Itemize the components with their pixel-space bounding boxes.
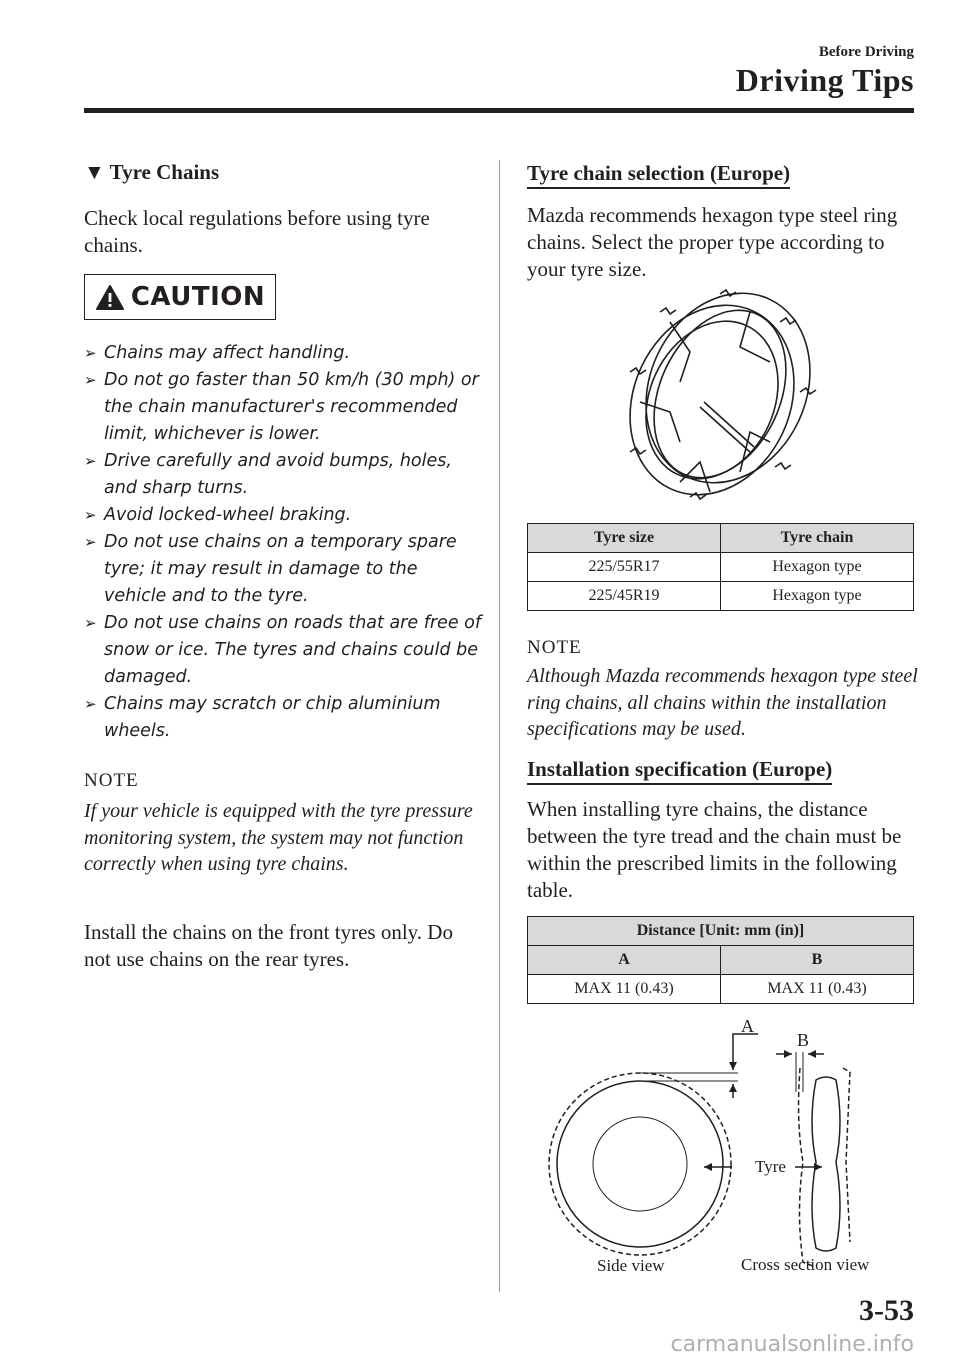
arrow-bullet-icon: ➢ xyxy=(84,344,97,362)
table-cell: 225/55R17 xyxy=(528,553,721,582)
arrow-bullet-icon: ➢ xyxy=(84,506,97,524)
label-side-view: Side view xyxy=(597,1256,665,1275)
header-rule xyxy=(84,108,914,113)
tyre-chains-heading xyxy=(84,160,219,185)
column-header: Tyre size xyxy=(528,524,721,553)
watermark: carmanualsonline.info xyxy=(670,1332,914,1357)
note-title: NOTE xyxy=(84,770,139,791)
warning-triangle-icon xyxy=(95,284,125,311)
arrow-bullet-icon: ➢ xyxy=(84,614,97,632)
selection-paragraph: Mazda recommends hexagon type steel ring chains. Select the proper type according to your tyre size. xyxy=(527,203,898,281)
caution-list xyxy=(84,340,484,745)
clearance-diagram xyxy=(530,1012,910,1282)
column-header: A xyxy=(528,946,721,975)
spec-paragraph: When installing tyre chains, the distance between the tyre tread and the chain must be within the prescribed limits in the following table. xyxy=(527,797,902,902)
table-row xyxy=(528,553,914,582)
tyre-side-outline xyxy=(557,1081,723,1247)
table-title: Distance [Unit: mm (in)] xyxy=(528,917,914,946)
caution-item: ➢ Chains may affect handling. xyxy=(84,340,484,367)
column-header: Tyre chain xyxy=(721,524,914,553)
page-number: 3-53 xyxy=(859,1294,914,1327)
heading-marker-icon: ▼ xyxy=(84,160,105,184)
note-text-2: Although Mazda recommends hexagon type steel ring chains, all chains within the installation specifications may be used. xyxy=(527,665,918,740)
label-cross-section: Cross section view xyxy=(741,1255,870,1274)
chapter-title: Driving Tips xyxy=(735,62,914,98)
label-tyre: Tyre xyxy=(755,1157,786,1176)
label-b: B xyxy=(797,1030,810,1050)
table-cell: Hexagon type xyxy=(721,582,914,611)
wheel-outline xyxy=(593,1117,687,1211)
caution-item: ➢ Avoid locked-wheel braking. xyxy=(84,502,484,529)
table-row xyxy=(528,975,914,1004)
arrow-bullet-icon: ➢ xyxy=(84,533,97,551)
table-title-row xyxy=(528,917,914,946)
tyre-chain-table xyxy=(527,523,914,611)
table-cell: 225/45R19 xyxy=(528,582,721,611)
caution-item: ➢ Do not use chains on a temporary spare tyre; it may result in damage to the vehicle and to the tyre. xyxy=(84,529,484,610)
tyre-chain-illustration xyxy=(600,282,830,507)
table-header-row xyxy=(528,946,914,975)
install-paragraph: Install the chains on the front tyres only. Do not use chains on the rear tyres. xyxy=(84,920,453,971)
caution-item: ➢ Chains may scratch or chip aluminium wheels. xyxy=(84,691,484,745)
table-header-row xyxy=(528,524,914,553)
spec-heading: Installation specification (Europe) xyxy=(527,757,832,785)
caution-label: CAUTION xyxy=(130,282,266,312)
arrow-bullet-icon: ➢ xyxy=(84,452,97,470)
heading-text: Tyre Chains xyxy=(109,160,220,184)
note-title-2: NOTE xyxy=(527,637,582,658)
caution-item: ➢ Do not use chains on roads that are free of snow or ice. The tyres and chains could be damaged. xyxy=(84,610,484,691)
column-divider xyxy=(499,160,500,1292)
table-cell: MAX 11 (0.43) xyxy=(528,975,721,1004)
table-row xyxy=(528,582,914,611)
section-title: Before Driving xyxy=(818,44,914,60)
label-a: A xyxy=(741,1016,754,1036)
table-cell: MAX 11 (0.43) xyxy=(721,975,914,1004)
selection-heading: Tyre chain selection (Europe) xyxy=(527,161,790,189)
arrow-bullet-icon: ➢ xyxy=(84,695,97,713)
caution-item: ➢ Drive carefully and avoid bumps, holes, and sharp turns. xyxy=(84,448,484,502)
tyre-cross-outline xyxy=(812,1077,840,1251)
distance-table xyxy=(527,916,914,1004)
caution-item: ➢ Do not go faster than 50 km/h (30 mph) or the chain manufacturer's recommended limit, whichever is lower. xyxy=(84,367,484,448)
table-cell: Hexagon type xyxy=(721,553,914,582)
caution-box xyxy=(84,274,276,320)
note-text: If your vehicle is equipped with the tyre pressure monitoring system, the system may not function correctly when using tyre chains. xyxy=(84,800,473,875)
chain-side-outline xyxy=(549,1073,731,1255)
column-header: B xyxy=(721,946,914,975)
arrow-bullet-icon: ➢ xyxy=(84,371,97,389)
intro-paragraph: Check local regulations before using tyre chains. xyxy=(84,206,430,257)
